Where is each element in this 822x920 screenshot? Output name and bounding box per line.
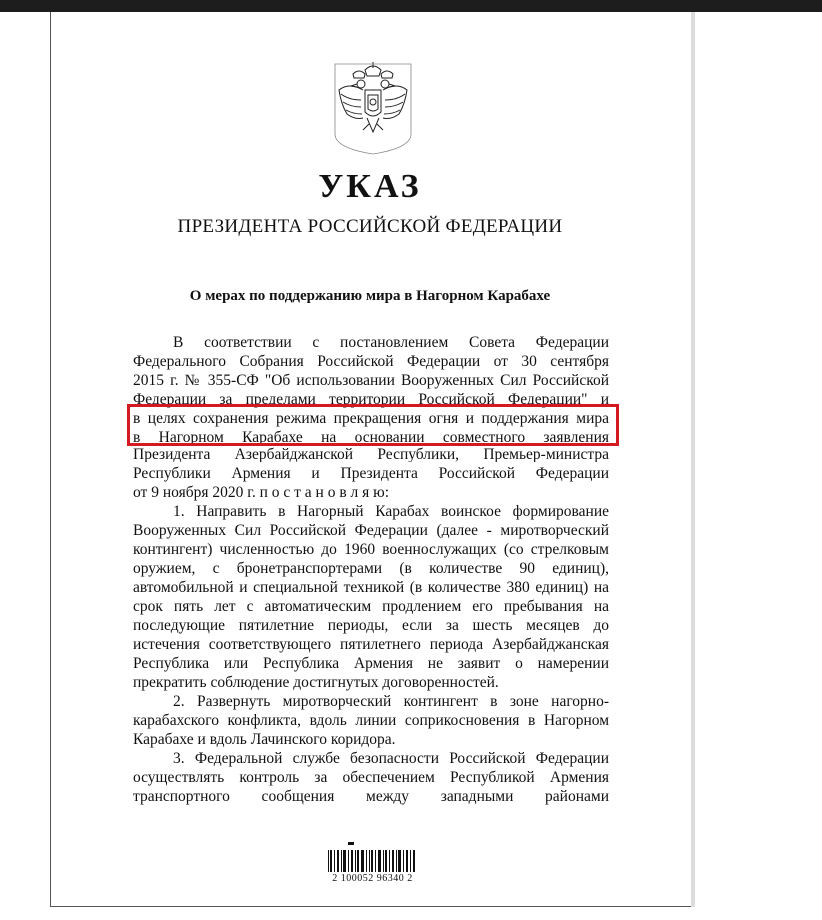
decree-heading: О мерах по поддержанию мира в Нагорном Карабахе <box>189 288 551 304</box>
text-line-highlighted: в целях сохранения режима прекращения огня и поддержания мира <box>133 410 609 427</box>
text-line: оружием, с бронетранспортерами (в количестве 90 единиц), <box>133 560 609 577</box>
text-line: Республики Армения и Президента Российской Федерации <box>133 465 609 482</box>
decree-subtitle: ПРЕЗИДЕНТА РОССИЙСКОЙ ФЕДЕРАЦИИ <box>177 216 563 237</box>
text-line: прекратить соблюдение достигнутых договоренностей. <box>133 674 499 691</box>
text-line: Президента Азербайджанской Республики, Премьер-министра <box>133 446 609 462</box>
text-line: транспортного сообщения между западными районами <box>133 788 609 805</box>
text-line: осуществлять контроль за обеспечением Республикой Армения <box>133 769 609 786</box>
text-line: Федерального Собрания Российской Федерации от 30 сентября <box>133 353 609 370</box>
page-shadow <box>691 12 695 907</box>
text-line-highlighted: в Нагорном Карабахе на основании совместного заявления <box>133 429 609 446</box>
text-line: истечения соответствующего пятилетнего периода Азербайджанская <box>133 636 609 653</box>
barcode-number: 2 100052 96340 2 <box>332 873 413 884</box>
text-line: 2015 г. № 355-СФ "Об использовании Вооруженных Сил Российской <box>133 372 609 389</box>
text-line: Карабахе и вдоль Лачинского коридора. <box>133 731 396 748</box>
viewer-top-bar <box>0 0 822 12</box>
text-line: от 9 ноября 2020 г. п о с т а н о в л я ю: <box>133 484 390 501</box>
text-line: автомобильной и специальной техникой (в количестве 380 единиц) на <box>133 579 609 596</box>
text-line: Республика или Республика Армения не заявит о намерении <box>133 655 609 672</box>
text-line: контингент) численностью до 1960 военнослужащих (со стрелковым <box>133 541 609 558</box>
coat-of-arms-emblem-icon <box>333 60 413 156</box>
text-line: последующие пятилетние периоды, если за шесть месяцев до <box>133 617 609 634</box>
text-line: 1. Направить в Нагорный Карабах воинское формирование <box>173 503 609 520</box>
text-line: Вооруженных Сил Российской Федерации (далее - миротворческий <box>133 522 609 539</box>
text-line: 2. Развернуть миротворческий контингент в зоне нагорно- <box>173 693 609 710</box>
red-highlight-box <box>127 404 619 446</box>
decree-title: УКАЗ <box>318 168 422 205</box>
text-line: срок пять лет с автоматическим продлением его пребывания на <box>133 598 609 615</box>
text-line: Федерации за пределами территории Российской Федерации" и <box>133 391 609 408</box>
text-line: В соответствии с постановлением Совета Федерации <box>173 334 609 351</box>
text-line: 3. Федеральной службе безопасности Российской Федерации <box>173 750 609 767</box>
text-line: карабахского конфликта, вдоль линии соприкосновения в Нагорном <box>133 712 609 729</box>
